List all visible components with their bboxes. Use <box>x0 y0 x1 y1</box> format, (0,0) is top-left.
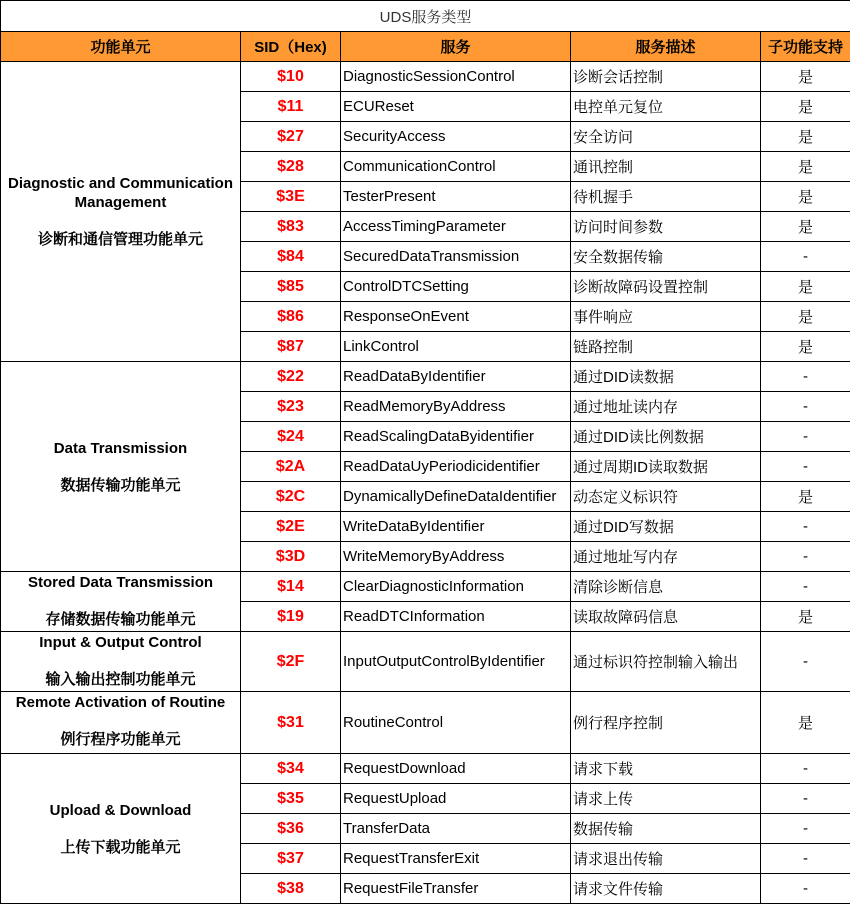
description-cell: 通过DID写数据 <box>571 512 761 542</box>
header-subfunction: 子功能支持 <box>761 32 850 62</box>
function-unit-en: Upload & Download <box>50 802 192 819</box>
service-cell: WriteDataByIdentifier <box>341 512 571 542</box>
subfunction-cell: - <box>761 754 850 784</box>
sid-cell: $2E <box>241 512 341 542</box>
sid-cell: $24 <box>241 422 341 452</box>
function-unit-en: Diagnostic and Communication Management <box>1 174 240 212</box>
function-unit-cn: 数据传输功能单元 <box>1 476 240 495</box>
header-description: 服务描述 <box>571 32 761 62</box>
description-cell: 通讯控制 <box>571 152 761 182</box>
description-cell: 待机握手 <box>571 182 761 212</box>
sid-cell: $83 <box>241 212 341 242</box>
sid-cell: $10 <box>241 62 341 92</box>
service-cell: WriteMemoryByAddress <box>341 542 571 572</box>
service-cell: DiagnosticSessionControl <box>341 62 571 92</box>
subfunction-cell: 是 <box>761 152 850 182</box>
table-row <box>1 692 850 754</box>
sid-cell: $28 <box>241 152 341 182</box>
subfunction-cell: - <box>761 362 850 392</box>
sid-cell: $37 <box>241 844 341 874</box>
subfunction-cell: 是 <box>761 92 850 122</box>
subfunction-cell: - <box>761 784 850 814</box>
description-cell: 请求上传 <box>571 784 761 814</box>
subfunction-cell: - <box>761 422 850 452</box>
function-unit-cn: 上传下载功能单元 <box>1 838 240 857</box>
description-cell: 请求退出传输 <box>571 844 761 874</box>
sid-cell: $87 <box>241 332 341 362</box>
service-cell: RequestUpload <box>341 784 571 814</box>
subfunction-cell: - <box>761 542 850 572</box>
sid-cell: $3E <box>241 182 341 212</box>
table-title-row <box>1 1 850 32</box>
service-cell: RoutineControl <box>341 692 571 754</box>
function-unit-cn: 存储数据传输功能单元 <box>1 610 240 629</box>
sid-cell: $22 <box>241 362 341 392</box>
sid-cell: $23 <box>241 392 341 422</box>
function-unit-en: Data Transmission <box>54 440 187 457</box>
sid-cell: $36 <box>241 814 341 844</box>
description-cell: 访问时间参数 <box>571 212 761 242</box>
subfunction-cell: 是 <box>761 122 850 152</box>
description-cell: 数据传输 <box>571 814 761 844</box>
service-cell: DynamicallyDefineDataIdentifier <box>341 482 571 512</box>
sid-cell: $31 <box>241 692 341 754</box>
description-cell: 通过DID读比例数据 <box>571 422 761 452</box>
function-unit-cell <box>1 692 241 754</box>
sid-cell: $2A <box>241 452 341 482</box>
service-cell: ClearDiagnosticInformation <box>341 572 571 602</box>
subfunction-cell: - <box>761 392 850 422</box>
subfunction-cell: 是 <box>761 272 850 302</box>
service-cell: InputOutputControlByIdentifier <box>341 632 571 692</box>
service-cell: LinkControl <box>341 332 571 362</box>
table-title: UDS服务类型 <box>1 1 850 32</box>
service-cell: ReadDTCInformation <box>341 602 571 632</box>
sid-cell: $38 <box>241 874 341 904</box>
service-cell: RequestFileTransfer <box>341 874 571 904</box>
subfunction-cell: 是 <box>761 332 850 362</box>
function-unit-cn: 输入输出控制功能单元 <box>1 670 240 689</box>
header-service: 服务 <box>341 32 571 62</box>
table-row <box>1 62 850 92</box>
subfunction-cell: - <box>761 452 850 482</box>
service-cell: RequestDownload <box>341 754 571 784</box>
sid-cell: $3D <box>241 542 341 572</box>
sid-cell: $85 <box>241 272 341 302</box>
service-cell: ReadDataByIdentifier <box>341 362 571 392</box>
subfunction-cell: 是 <box>761 212 850 242</box>
sid-cell: $35 <box>241 784 341 814</box>
subfunction-cell: 是 <box>761 482 850 512</box>
service-cell: ReadDataUyPeriodicidentifier <box>341 452 571 482</box>
header-sid: SID（Hex) <box>241 32 341 62</box>
function-unit-cell <box>1 62 241 362</box>
service-cell: ControlDTCSetting <box>341 272 571 302</box>
table-row <box>1 362 850 392</box>
description-cell: 读取故障码信息 <box>571 602 761 632</box>
function-unit-cell <box>1 632 241 692</box>
description-cell: 诊断故障码设置控制 <box>571 272 761 302</box>
subfunction-cell: 是 <box>761 692 850 754</box>
subfunction-cell: 是 <box>761 302 850 332</box>
sid-cell: $19 <box>241 602 341 632</box>
function-unit-cell <box>1 572 241 632</box>
sid-cell: $2F <box>241 632 341 692</box>
function-unit-cn: 诊断和通信管理功能单元 <box>1 230 240 249</box>
description-cell: 安全访问 <box>571 122 761 152</box>
table-row <box>1 754 850 784</box>
service-cell: TesterPresent <box>341 182 571 212</box>
header-row <box>1 32 850 62</box>
subfunction-cell: - <box>761 632 850 692</box>
function-unit-cell <box>1 362 241 572</box>
service-cell: TransferData <box>341 814 571 844</box>
service-cell: ResponseOnEvent <box>341 302 571 332</box>
service-cell: ECUReset <box>341 92 571 122</box>
subfunction-cell: - <box>761 874 850 904</box>
header-unit: 功能单元 <box>1 32 241 62</box>
function-unit-cn: 例行程序功能单元 <box>1 730 240 749</box>
function-unit-en: Remote Activation of Routine <box>1 693 240 712</box>
description-cell: 安全数据传输 <box>571 242 761 272</box>
sid-cell: $86 <box>241 302 341 332</box>
subfunction-cell: 是 <box>761 182 850 212</box>
description-cell: 动态定义标识符 <box>571 482 761 512</box>
sid-cell: $27 <box>241 122 341 152</box>
service-cell: ReadScalingDataByidentifier <box>341 422 571 452</box>
description-cell: 通过地址读内存 <box>571 392 761 422</box>
description-cell: 诊断会话控制 <box>571 62 761 92</box>
description-cell: 事件响应 <box>571 302 761 332</box>
service-cell: AccessTimingParameter <box>341 212 571 242</box>
description-cell: 链路控制 <box>571 332 761 362</box>
description-cell: 通过地址写内存 <box>571 542 761 572</box>
table-row <box>1 572 850 602</box>
description-cell: 通过标识符控制输入输出 <box>571 632 761 692</box>
description-cell: 清除诊断信息 <box>571 572 761 602</box>
service-cell: SecurityAccess <box>341 122 571 152</box>
description-cell: 请求文件传输 <box>571 874 761 904</box>
function-unit-en: Input & Output Control <box>1 633 240 652</box>
sid-cell: $14 <box>241 572 341 602</box>
function-unit-cell <box>1 754 241 904</box>
table-row <box>1 632 850 692</box>
sid-cell: $34 <box>241 754 341 784</box>
description-cell: 通过周期ID读取数据 <box>571 452 761 482</box>
service-cell: ReadMemoryByAddress <box>341 392 571 422</box>
service-cell: SecuredDataTransmission <box>341 242 571 272</box>
sid-cell: $11 <box>241 92 341 122</box>
description-cell: 电控单元复位 <box>571 92 761 122</box>
subfunction-cell: - <box>761 572 850 602</box>
description-cell: 例行程序控制 <box>571 692 761 754</box>
subfunction-cell: - <box>761 242 850 272</box>
subfunction-cell: - <box>761 814 850 844</box>
subfunction-cell: 是 <box>761 602 850 632</box>
service-cell: CommunicationControl <box>341 152 571 182</box>
sid-cell: $84 <box>241 242 341 272</box>
description-cell: 请求下载 <box>571 754 761 784</box>
sid-cell: $2C <box>241 482 341 512</box>
subfunction-cell: 是 <box>761 62 850 92</box>
subfunction-cell: - <box>761 844 850 874</box>
subfunction-cell: - <box>761 512 850 542</box>
description-cell: 通过DID读数据 <box>571 362 761 392</box>
function-unit-en: Stored Data Transmission <box>1 573 240 592</box>
service-cell: RequestTransferExit <box>341 844 571 874</box>
